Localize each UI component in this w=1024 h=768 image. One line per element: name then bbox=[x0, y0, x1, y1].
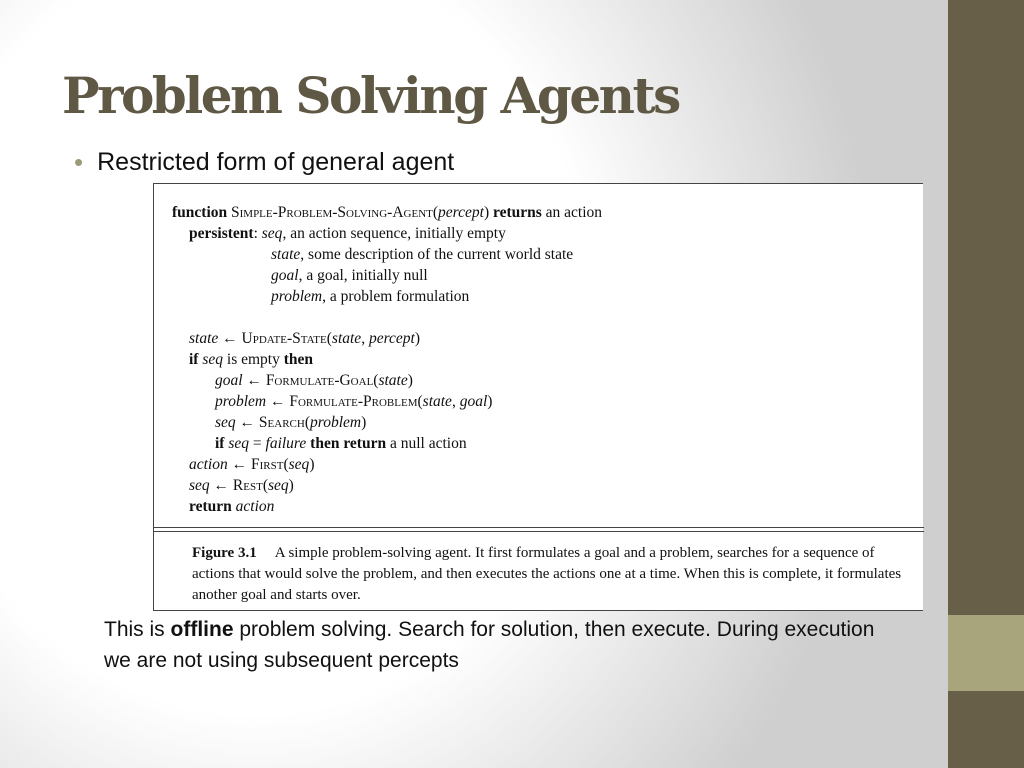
pseudocode-token: percept bbox=[368, 330, 415, 347]
pseudocode-token: seq bbox=[215, 414, 236, 431]
pseudocode-token: seq bbox=[288, 456, 310, 473]
pseudocode-token: problem bbox=[310, 414, 362, 431]
note-text bbox=[104, 614, 894, 676]
pseudocode-token: Formulate-Goal bbox=[265, 372, 374, 389]
pseudocode-token: if bbox=[215, 435, 229, 452]
pseudocode-token: ) bbox=[309, 456, 315, 473]
pseudocode-token: ← bbox=[218, 330, 242, 347]
pseudocode-token: persistent bbox=[189, 225, 254, 242]
pseudocode-token: then bbox=[283, 351, 314, 368]
pseudocode-token: Rest bbox=[232, 477, 263, 494]
pseudocode-token: , some description of the current world state bbox=[300, 246, 574, 263]
pseudocode-token: ) bbox=[487, 393, 493, 410]
pseudocode-token: ) bbox=[483, 204, 493, 221]
pseudocode-token: goal bbox=[271, 267, 299, 284]
pseudocode-token: , a problem formulation bbox=[322, 288, 470, 305]
figure-divider bbox=[154, 527, 924, 528]
pseudocode-block bbox=[172, 202, 602, 517]
pseudocode-token: ( bbox=[417, 393, 423, 410]
pseudocode-token: seq bbox=[261, 225, 283, 242]
pseudocode-line bbox=[172, 202, 602, 223]
pseudocode-token: ) bbox=[288, 477, 294, 494]
pseudocode-token: state bbox=[331, 330, 362, 347]
pseudocode-token: action bbox=[235, 498, 275, 515]
pseudocode-line bbox=[172, 223, 602, 244]
pseudocode-token: ← bbox=[209, 477, 233, 494]
pseudocode-line bbox=[172, 391, 602, 412]
pseudocode-token: Simple-Problem-Solving-Agent bbox=[231, 204, 433, 221]
pseudocode-token: ( bbox=[432, 204, 439, 221]
figure-caption bbox=[192, 543, 907, 606]
pseudocode-token: ( bbox=[283, 456, 289, 473]
pseudocode-token: action bbox=[189, 456, 228, 473]
pseudocode-token: ← bbox=[227, 456, 251, 473]
pseudocode-token: problem bbox=[215, 393, 267, 410]
note-after: problem solving. Search for solution, then execute. During execution we are not using subsequent percepts bbox=[104, 618, 875, 672]
pseudocode-token: percept bbox=[438, 204, 484, 221]
side-rail-accent bbox=[948, 615, 1024, 691]
pseudocode-token: an action bbox=[541, 204, 603, 221]
pseudocode-token: goal bbox=[459, 393, 488, 410]
pseudocode-line bbox=[172, 265, 602, 286]
pseudocode-line bbox=[172, 454, 602, 475]
pseudocode-token: ) bbox=[414, 330, 421, 347]
pseudocode-token: , an action sequence, initially empty bbox=[282, 225, 506, 242]
pseudocode-token: ( bbox=[262, 477, 268, 494]
pseudocode-token: state bbox=[271, 246, 301, 263]
pseudocode-line bbox=[172, 244, 602, 265]
pseudocode-token: ) bbox=[361, 414, 367, 431]
pseudocode-token: ) bbox=[407, 372, 413, 389]
pseudocode-token: ( bbox=[373, 372, 379, 389]
pseudocode-line bbox=[172, 496, 602, 517]
pseudocode-token: = bbox=[249, 435, 266, 452]
pseudocode-token: then return bbox=[306, 435, 387, 452]
pseudocode-line bbox=[172, 412, 602, 433]
pseudocode-token: if bbox=[189, 351, 203, 368]
algorithm-figure bbox=[153, 183, 923, 611]
bullet-item bbox=[74, 147, 454, 178]
pseudocode-token: First bbox=[251, 456, 284, 473]
pseudocode-token: ( bbox=[304, 414, 310, 431]
pseudocode-token: state bbox=[378, 372, 408, 389]
pseudocode-token: Update-State bbox=[241, 330, 327, 347]
pseudocode-token: function bbox=[172, 204, 231, 221]
pseudocode-line bbox=[172, 433, 602, 454]
figure-divider bbox=[154, 531, 924, 532]
pseudocode-line bbox=[172, 349, 602, 370]
pseudocode-token: , bbox=[451, 393, 460, 410]
pseudocode-line bbox=[172, 286, 602, 307]
figure-label: Figure 3.1 bbox=[192, 545, 257, 561]
pseudocode-token: seq bbox=[268, 477, 289, 494]
pseudocode-token: , bbox=[361, 330, 369, 347]
pseudocode-token: failure bbox=[265, 435, 307, 452]
pseudocode-token: , a goal, initially null bbox=[298, 267, 428, 284]
pseudocode-token: state bbox=[189, 330, 219, 347]
pseudocode-line bbox=[172, 307, 602, 328]
pseudocode-token: a null action bbox=[386, 435, 467, 452]
slide-title: Problem Solving Agents bbox=[62, 66, 679, 125]
note-before: This is bbox=[104, 618, 171, 641]
pseudocode-token: ← bbox=[266, 393, 290, 410]
pseudocode-token: seq bbox=[202, 351, 224, 368]
pseudocode-token: Search bbox=[258, 414, 305, 431]
pseudocode-token: seq bbox=[228, 435, 250, 452]
pseudocode-token: goal bbox=[215, 372, 243, 389]
figure-caption-text: A simple problem-solving agent. It first formulates a goal and a problem, searches for a sequence of actions that would solve the problem, and then executes the actions one at a time. When this is complete, it formulates another goal and starts over. bbox=[192, 545, 902, 603]
pseudocode-token: problem bbox=[271, 288, 323, 305]
bullet-text: Restricted form of general agent bbox=[97, 148, 455, 176]
pseudocode-token: seq bbox=[189, 477, 210, 494]
pseudocode-line bbox=[172, 328, 602, 349]
note-bold: offline bbox=[170, 618, 234, 641]
pseudocode-line bbox=[172, 370, 602, 391]
pseudocode-token: Formulate-Problem bbox=[289, 393, 418, 410]
pseudocode-token: return bbox=[189, 498, 236, 515]
pseudocode-token: returns bbox=[492, 204, 542, 221]
pseudocode-token: ← bbox=[242, 372, 266, 389]
pseudocode-token: ( bbox=[326, 330, 332, 347]
bullet-dot-icon: • bbox=[74, 147, 84, 177]
pseudocode-token: ← bbox=[235, 414, 259, 431]
pseudocode-token: : bbox=[253, 225, 262, 242]
pseudocode-line bbox=[172, 475, 602, 496]
pseudocode-token: state bbox=[422, 393, 452, 410]
pseudocode-token: is empty bbox=[223, 351, 284, 368]
